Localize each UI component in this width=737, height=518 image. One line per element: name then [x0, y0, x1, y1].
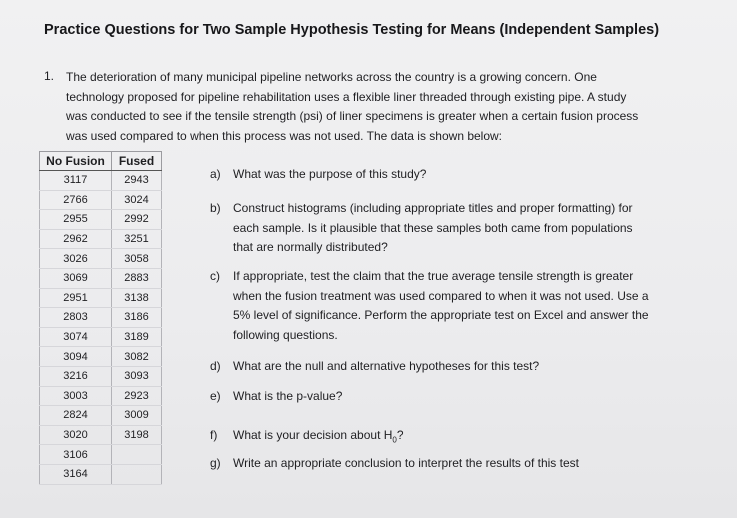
table-body [40, 171, 162, 485]
part-line: If appropriate, test the claim that the true average tensile strength is greater [233, 269, 634, 283]
fused-value: 3138 [112, 288, 162, 308]
table-row [40, 366, 162, 386]
page-title: Practice Questions for Two Sample Hypothesis Testing for Means (Independent Samples) [44, 22, 660, 38]
fused-value: 3186 [112, 308, 162, 328]
table-row [40, 268, 162, 288]
fused-value: 3093 [112, 366, 162, 386]
part-line: What are the null and alternative hypotheses for this test? [233, 359, 540, 373]
tensile-strength-table [39, 151, 162, 485]
fused-value [112, 464, 162, 484]
part-text-after: ? [396, 428, 404, 442]
no-fusion-value: 2803 [40, 308, 112, 328]
part-label: f) [210, 428, 218, 442]
no-fusion-value: 3026 [40, 249, 112, 269]
part-label: d) [210, 359, 221, 373]
part-label: e) [210, 389, 221, 403]
no-fusion-value: 2962 [40, 229, 112, 249]
question-line: was conducted to see if the tensile strength (psi) of liner specimens is greater when a certain fusion process [66, 109, 639, 124]
no-fusion-value: 3216 [40, 366, 112, 386]
question-prompt [66, 68, 686, 147]
part-label: g) [210, 456, 221, 470]
table-row [40, 327, 162, 347]
table-row [40, 386, 162, 406]
part-text [233, 426, 703, 450]
part-line: What was the purpose of this study? [233, 167, 427, 181]
table-row [40, 406, 162, 426]
part-text [233, 199, 703, 258]
null-hypothesis-subscript: 0 [392, 435, 397, 445]
table-row [40, 347, 162, 367]
fused-value: 2883 [112, 268, 162, 288]
question-line: technology proposed for pipeline rehabilitation uses a flexible liner threaded through existing pipe. A study [66, 89, 627, 104]
no-fusion-value: 3069 [40, 268, 112, 288]
part-line: Construct histograms (including appropriate titles and proper formatting) for [233, 201, 633, 215]
fused-value: 3082 [112, 347, 162, 367]
no-fusion-value: 2766 [40, 190, 112, 210]
part-text [233, 454, 703, 474]
table-row [40, 288, 162, 308]
part-text-before: What is your decision about H [233, 428, 393, 442]
no-fusion-value: 2951 [40, 288, 112, 308]
table-row [40, 464, 162, 484]
table-header-row [40, 152, 162, 171]
fused-value: 3198 [112, 425, 162, 445]
table-row [40, 425, 162, 445]
table-row [40, 190, 162, 210]
part-line: following questions. [233, 327, 338, 342]
table-row [40, 171, 162, 191]
part-label: b) [210, 201, 221, 215]
question-line: was used compared to when this process was not used. The data is shown below: [66, 129, 503, 144]
part-line: Write an appropriate conclusion to interpret the results of this test [233, 456, 579, 470]
no-fusion-value: 3117 [40, 171, 112, 191]
fused-value: 2992 [112, 210, 162, 230]
part-label: a) [210, 167, 221, 181]
table-row [40, 445, 162, 465]
part-label: c) [210, 269, 220, 283]
part-line: each sample. Is it plausible that these samples both came from populations [233, 220, 633, 235]
fused-value: 3189 [112, 327, 162, 347]
part-text [233, 357, 703, 377]
no-fusion-value: 3106 [40, 445, 112, 465]
part-line: What is the p-value? [233, 389, 343, 403]
part-line: when the fusion treatment was used compared to when it was not used. Use a [233, 288, 649, 303]
no-fusion-value: 3094 [40, 347, 112, 367]
table-row [40, 249, 162, 269]
no-fusion-value: 2824 [40, 406, 112, 426]
no-fusion-value: 3020 [40, 425, 112, 445]
fused-value: 2943 [112, 171, 162, 191]
no-fusion-value: 3003 [40, 386, 112, 406]
table-row [40, 308, 162, 328]
fused-value: 3024 [112, 190, 162, 210]
part-line [233, 426, 703, 450]
no-fusion-value: 3074 [40, 327, 112, 347]
fused-value: 3009 [112, 406, 162, 426]
fused-value: 2923 [112, 386, 162, 406]
part-text [233, 165, 703, 185]
table-row [40, 210, 162, 230]
no-fusion-value: 3164 [40, 464, 112, 484]
question-number: 1. [44, 69, 55, 83]
part-text [233, 267, 703, 345]
no-fusion-value: 2955 [40, 210, 112, 230]
header-no-fusion: No Fusion [40, 152, 112, 171]
part-text [233, 387, 703, 407]
question-line: The deterioration of many municipal pipeline networks across the country is a growing concern. One [66, 70, 597, 84]
part-line: that are normally distributed? [233, 240, 388, 254]
fused-value [112, 445, 162, 465]
fused-value: 3058 [112, 249, 162, 269]
table-row [40, 229, 162, 249]
part-line: 5% level of significance. Perform the appropriate test on Excel and answer the [233, 308, 649, 322]
fused-value: 3251 [112, 229, 162, 249]
header-fused: Fused [112, 152, 162, 171]
